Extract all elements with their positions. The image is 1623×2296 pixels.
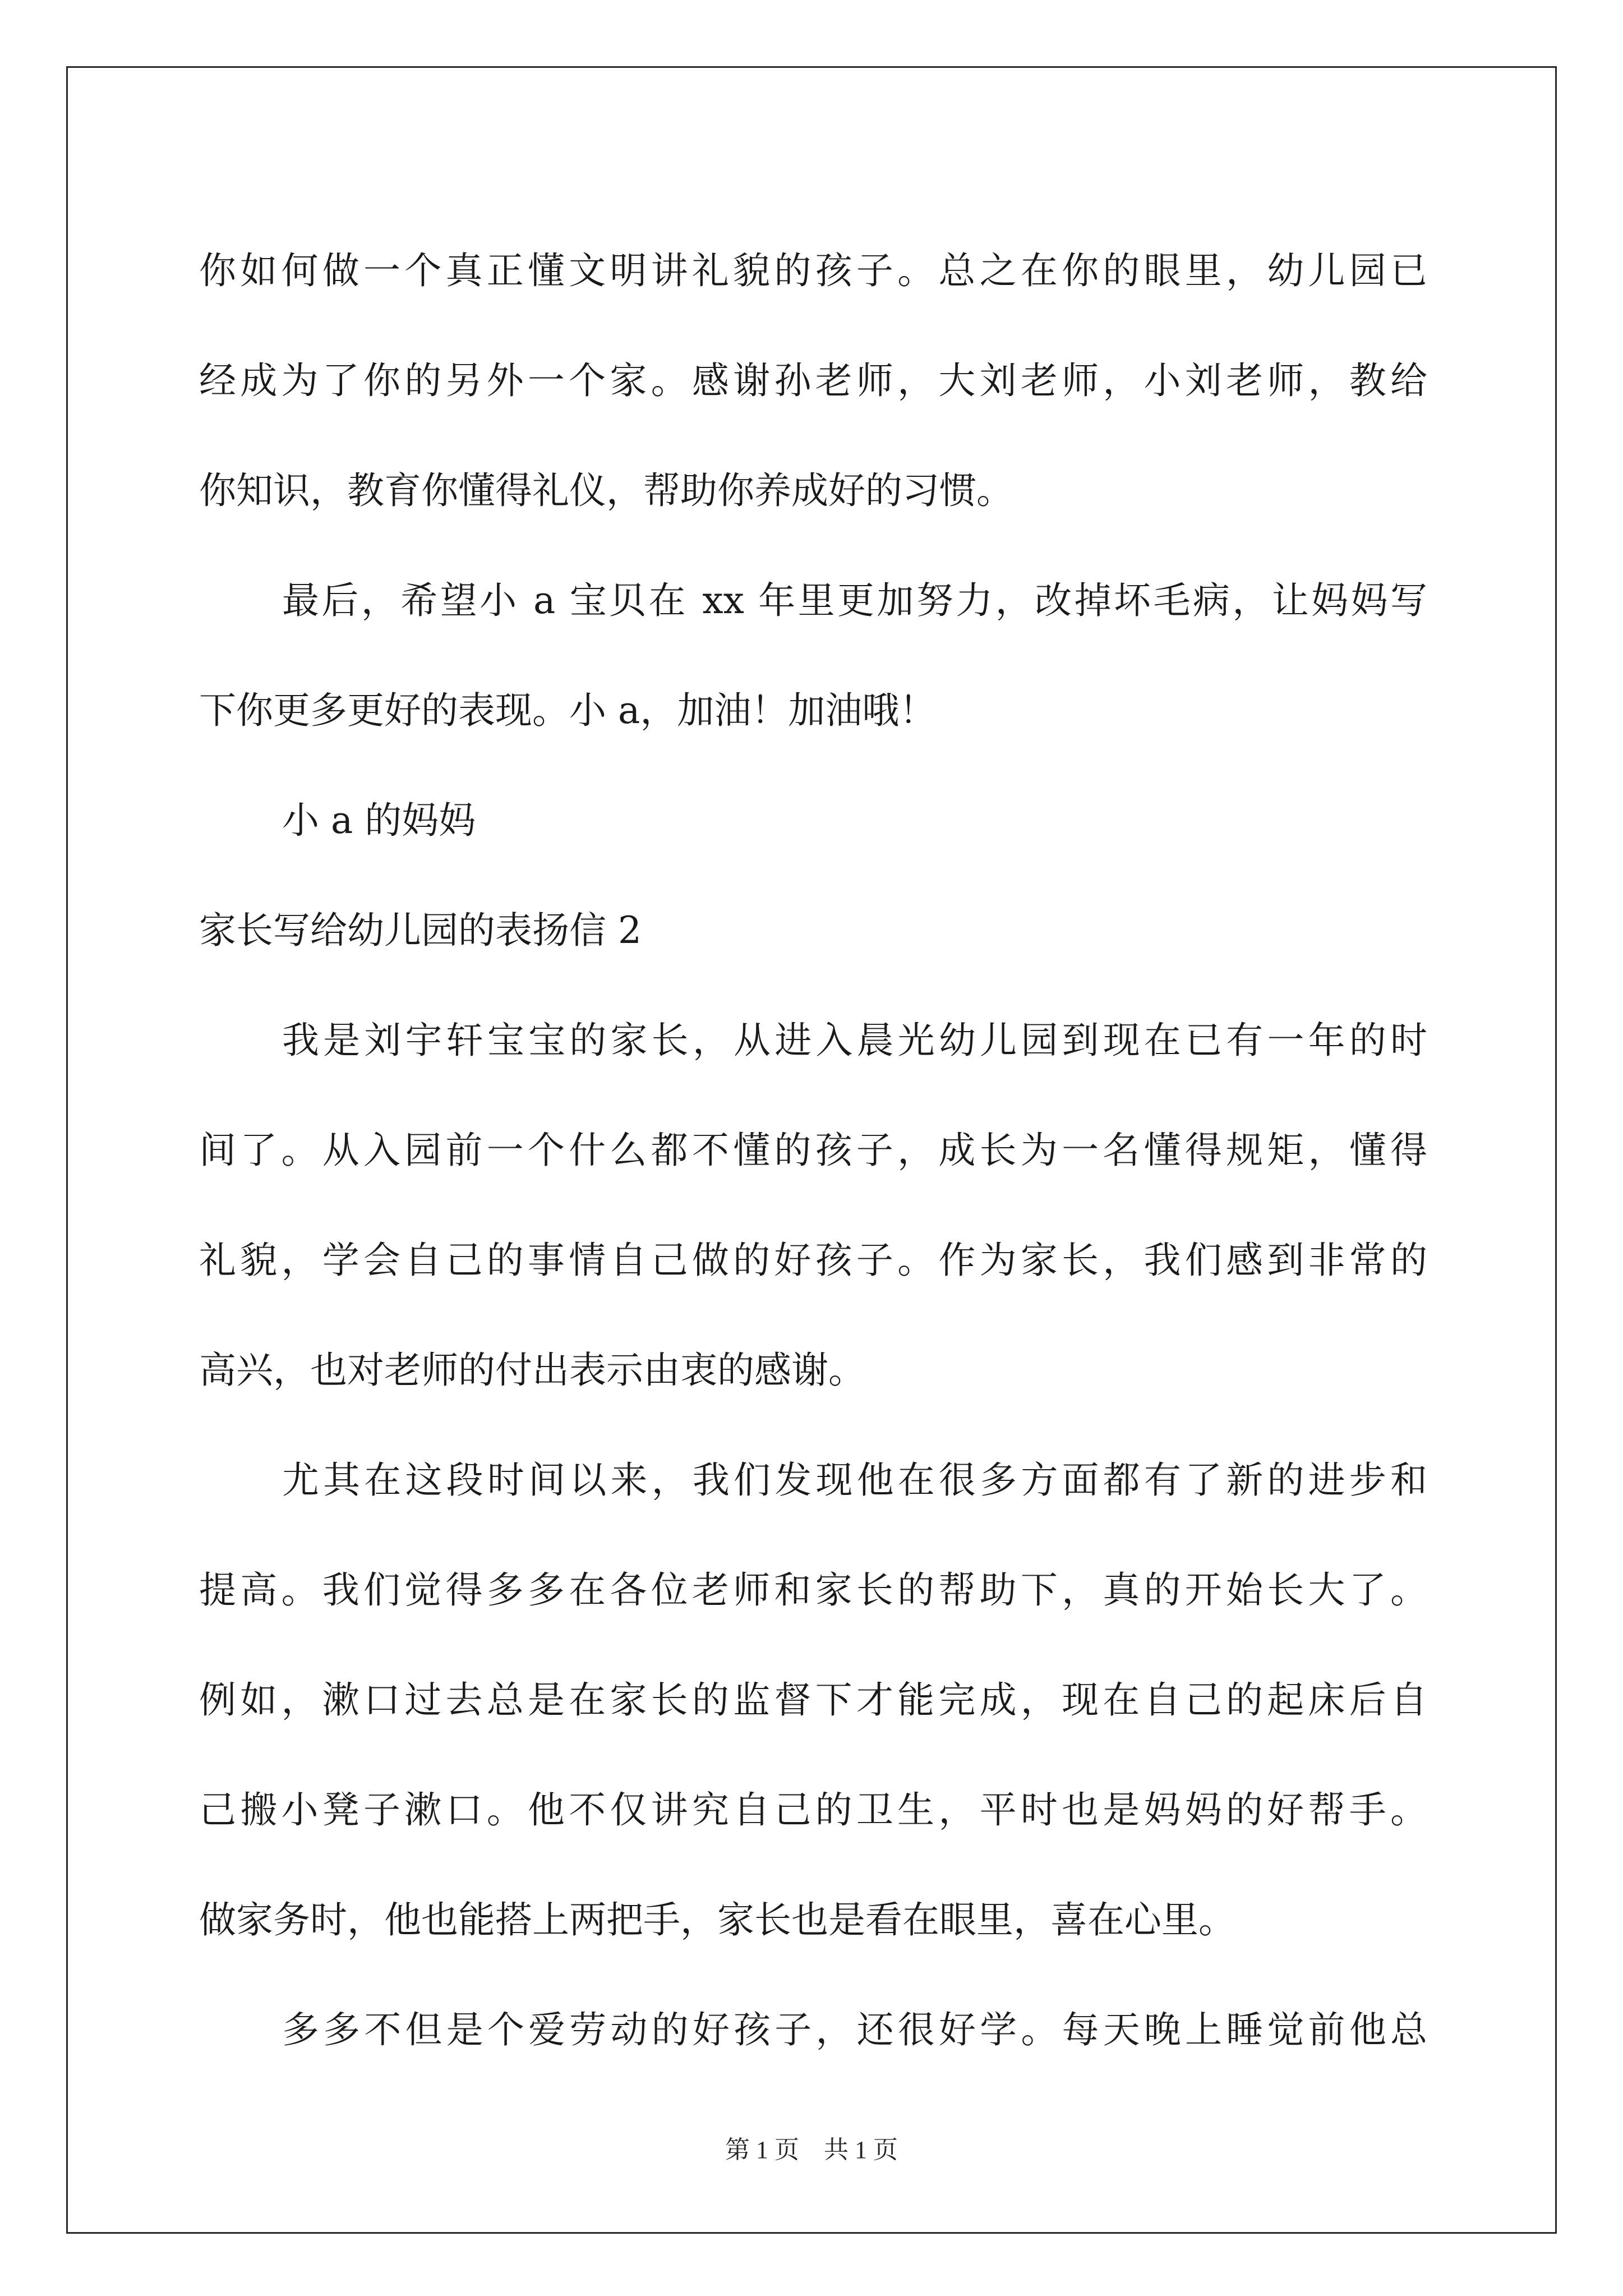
section-title: 家长写给幼儿园的表扬信 2 xyxy=(199,909,642,952)
text-line-15: 己搬小凳子漱口。他不仅讲究自己的卫生，平时也是妈妈的好帮手。 xyxy=(199,1788,1427,1832)
text-line-4: 最后，希望小 a 宝贝在 xx 年里更加努力，改掉坏毛病，让妈妈写 xyxy=(282,579,1427,622)
text-line-5: 下你更多更好的表现。小 a，加油！加油哦！ xyxy=(199,689,937,732)
text-line-3: 你知识，教育你懂得礼仪，帮助你养成好的习惯。 xyxy=(199,469,1013,512)
text-line-1: 你如何做一个真正懂文明讲礼貌的孩子。总之在你的眼里，幼儿园已 xyxy=(199,249,1427,292)
text-line-13: 提高。我们觉得多多在各位老师和家长的帮助下，真的开始长大了。 xyxy=(199,1568,1427,1612)
text-line-8: 我是刘宇轩宝宝的家长，从进入晨光幼儿园到现在已有一年的时 xyxy=(282,1019,1427,1062)
text-line-17: 多多不但是个爱劳动的好孩子，还很好学。每天晚上睡觉前他总 xyxy=(282,2008,1427,2051)
text-line-10: 礼貌，学会自己的事情自己做的好孩子。作为家长，我们感到非常的 xyxy=(199,1239,1427,1282)
text-line-11: 高兴，也对老师的付出表示由衷的感谢。 xyxy=(199,1349,865,1392)
text-line-12: 尤其在这段时间以来，我们发现他在很多方面都有了新的进步和 xyxy=(282,1458,1427,1502)
text-line-16: 做家务时，他也能搭上两把手，家长也是看在眼里，喜在心里。 xyxy=(199,1898,1235,1941)
text-line-2: 经成为了你的另外一个家。感谢孙老师，大刘老师，小刘老师，教给 xyxy=(199,359,1427,402)
document-body xyxy=(199,216,1427,2085)
page-number-footer: 第 1 页 共 1 页 xyxy=(725,2136,898,2164)
text-line-9: 间了。从入园前一个什么都不懂的孩子，成长为一名懂得规矩，懂得 xyxy=(199,1129,1427,1172)
signature-line: 小 a 的妈妈 xyxy=(282,799,476,842)
text-line-14: 例如，漱口过去总是在家长的监督下才能完成，现在自己的起床后自 xyxy=(199,1678,1427,1722)
